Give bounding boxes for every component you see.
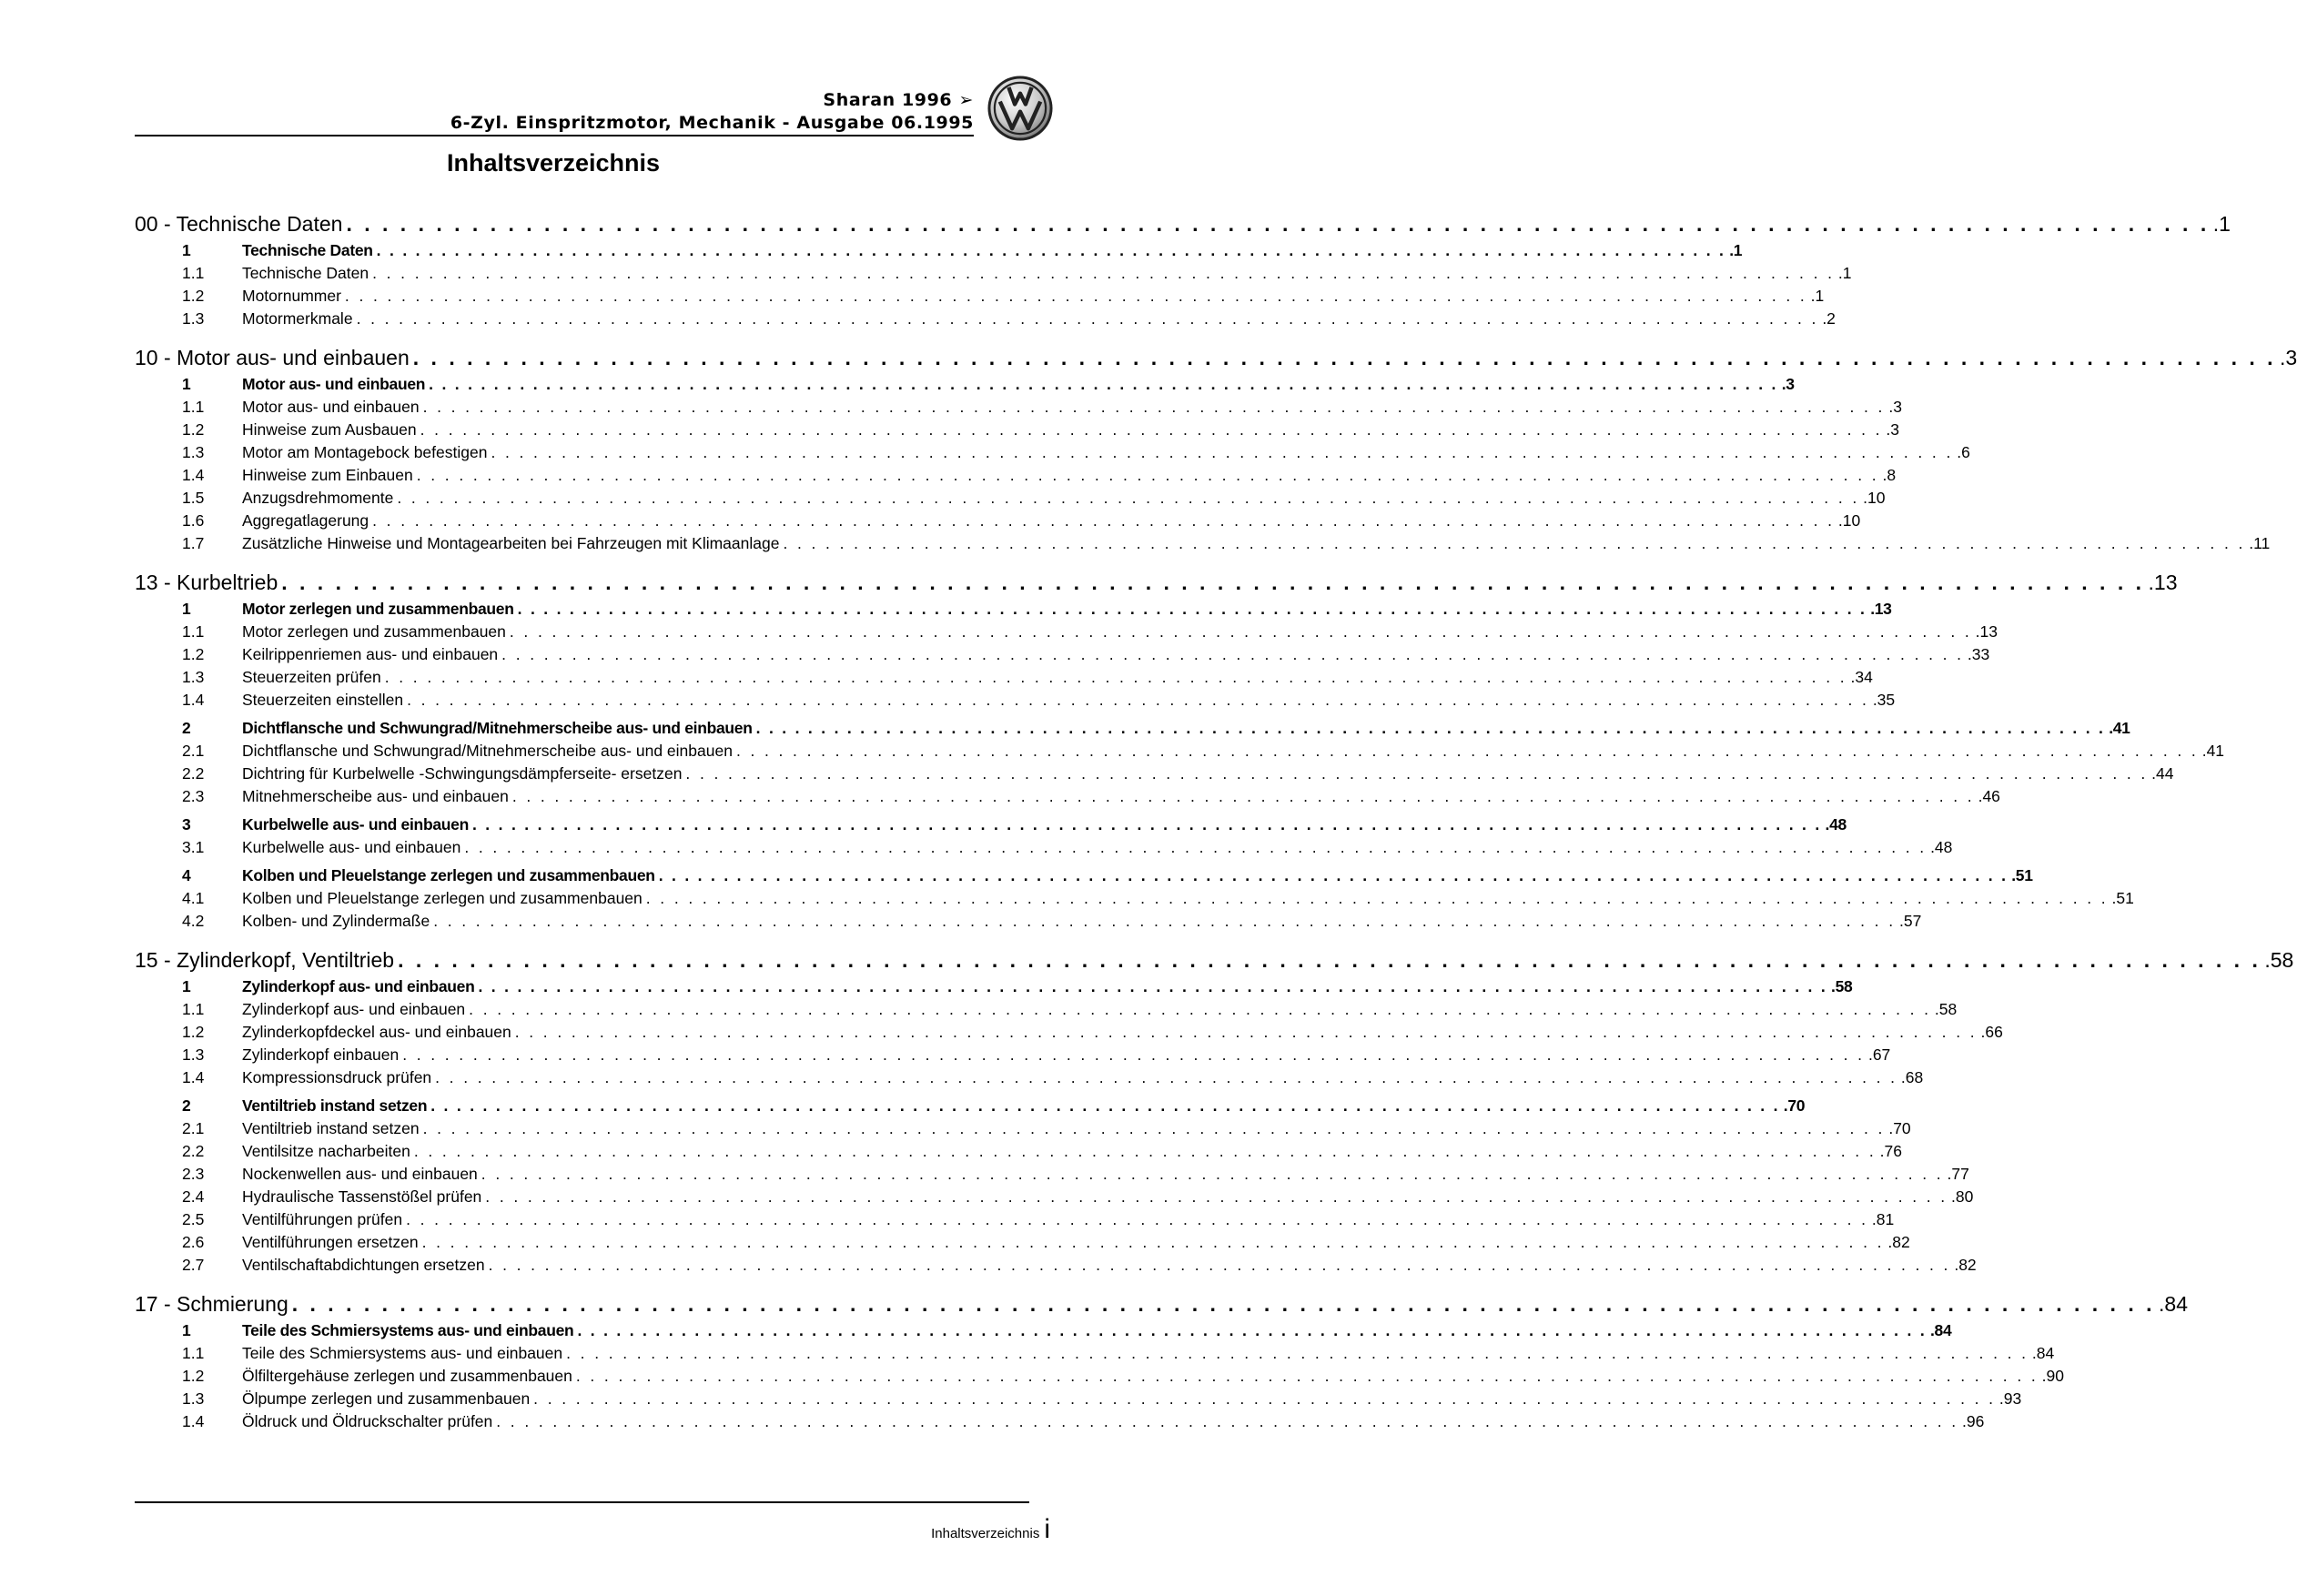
toc-subsection[interactable] xyxy=(135,1254,1977,1277)
toc-entry-page: .8 xyxy=(1882,466,1897,484)
toc-entry-number: 4.1 xyxy=(182,889,205,907)
toc-dot-leader: . . . . . . . . . . . . . . . . . . . . . . . . . . . . . . . . . . . . . . . . . . . . . . . . . . . . . . . . . . . . . . . . . . . . . . . . . . . . . . . . . . . . . . . . . . . . . . . . . . . . . . . . xyxy=(435,1068,1897,1086)
toc-entry-page: .84 xyxy=(2031,1344,2055,1362)
toc-entry-title: Kurbelwelle aus- und einbauen xyxy=(242,838,461,856)
toc-dot-leader: . . . . . . . . . . . . . . . . . . . . . . . . . . . . . . . . . . . . . . . . . . . . . . . . . . . . . . . . . . . . . . . . . . . . . . . . . . . . . . . . . . . . . . . . . . . . . . . . . . . . . . . . xyxy=(533,1389,1996,1408)
toc-entry-number: 3.1 xyxy=(182,838,205,856)
toc-entry-title: Zusätzliche Hinweise und Montagearbeiten bei Fahrzeugen mit Klimaanlage xyxy=(242,534,780,552)
toc-subsection[interactable] xyxy=(135,1066,1924,1089)
toc-dot-leader: . . . . . . . . . . . . . . . . . . . . . . . . . . . . . . . . . . . . . . . . . . . . . . . . . . . . . . . . . . . . . . . . . . . . . . . . . . . . . . . . . . . . . . . . . . . . . . . . . . . . . . . . xyxy=(485,1187,1948,1206)
toc-subsection[interactable] xyxy=(135,621,1998,643)
toc-dot-leader: . . . . . . . . . . . . . . . . . . . . . . . . . . . . . . . . . . . . . . . . . . . . . . . . . . . . . . . . . . . . . . . . . . . . . . . . . . . . . . . . . . . . . . . . . . . . . . . . . . . . . . . . xyxy=(281,571,2145,594)
toc-entry-number: 1.2 xyxy=(182,420,205,439)
toc-entry-title: Mitnehmerscheibe aus- und einbauen xyxy=(242,787,509,805)
toc-entry-page: .68 xyxy=(1900,1068,1924,1086)
toc-entry-number: 2 xyxy=(182,719,191,737)
toc-dot-leader: . . . . . . . . . . . . . . . . . . . . . . . . . . . . . . . . . . . . . . . . . . . . . . . . . . . . . . . . . . . . . . . . . . . . . . . . . . . . . . . . . . . . . . . . . . . . . . . . . . . . . . . . xyxy=(422,398,1886,416)
toc-entry-number: 1.3 xyxy=(182,443,205,461)
toc-entry-page: .1 xyxy=(1810,287,1825,305)
toc-entry-number: 1 xyxy=(182,1321,191,1339)
toc-entry-number: 1.5 xyxy=(182,489,205,507)
toc-dot-leader: . . . . . . . . . . . . . . . . . . . . . . . . . . . . . . . . . . . . . . . . . . . . . . . . . . . . . . . . . . . . . . . . . . . . . . . . . . . . . . . . . . . . . . . . . . . . . . . . . . . . . . . . xyxy=(397,489,1860,507)
toc-entry-number: 2.7 xyxy=(182,1256,205,1274)
toc-entry-title: Anzugsdrehmomente xyxy=(242,489,394,507)
toc-dot-leader: . . . . . . . . . . . . . . . . . . . . . . . . . . . . . . . . . . . . . . . . . . . . . . . . . . . . . . . . . . . . . . . . . . . . . . . . . . . . . . . . . . . . . . . . . . . . . . . . . . . . . . . . xyxy=(464,838,1928,856)
toc-entry-number: 2.1 xyxy=(182,1119,205,1137)
toc-entry-page: .51 xyxy=(2011,866,2033,884)
toc-section[interactable] xyxy=(135,1319,1952,1342)
toc-entry-page: .77 xyxy=(1947,1165,1969,1183)
toc-dot-leader: . . . . . . . . . . . . . . . . . . . . . . . . . . . . . . . . . . . . . . . . . . . . . . . . . . . . . . . . . . . . . . . . . . . . . . . . . . . . . . . . . . . . . . . . . . . . . . . . . . . . . . . . xyxy=(402,1045,1865,1064)
toc-entry-title: Hydraulische Tassenstößel prüfen xyxy=(242,1187,482,1206)
toc-subsection[interactable] xyxy=(135,1163,1969,1186)
toc-entry-page: .10 xyxy=(1863,489,1886,507)
toc-entry-title: Ventilführungen prüfen xyxy=(242,1210,403,1228)
toc-entry-number: 2.6 xyxy=(182,1233,205,1251)
toc-entry-number: 1.4 xyxy=(182,466,205,484)
toc-subsection[interactable] xyxy=(135,836,1953,859)
toc-section[interactable] xyxy=(135,598,1892,621)
toc-entry-title: Steuerzeiten prüfen xyxy=(242,668,381,686)
toc-section[interactable] xyxy=(135,717,2130,740)
toc-entry-title: Ventilführungen ersetzen xyxy=(242,1233,419,1251)
toc-subsection[interactable] xyxy=(135,1410,1985,1433)
header-model: Sharan 1996 ➢ xyxy=(823,90,974,110)
toc-subsection[interactable] xyxy=(135,1021,2003,1044)
toc-subsection[interactable] xyxy=(135,887,2134,910)
toc-dot-leader: . . . . . . . . . . . . . . . . . . . . . . . . . . . . . . . . . . . . . . . . . . . . . . . . . . . . . . . . . . . . . . . . . . . . . . . . . . . . . . . . . . . . . . . . . . . . . . . . . . . . . . . . xyxy=(416,466,1879,484)
toc-dot-leader: . . . . . . . . . . . . . . . . . . . . . . . . . . . . . . . . . . . . . . . . . . . . . . . . . . . . . . . . . . . . . . . . . . . . . . . . . . . . . . . . . . . . . . . . . . . . . . . . . . . . . . . . xyxy=(422,1119,1886,1137)
toc-subsection[interactable] xyxy=(135,689,1896,712)
toc-entry-page: .46 xyxy=(1978,787,2000,805)
toc-entry-title: Zylinderkopf einbauen xyxy=(242,1045,400,1064)
toc-entry-page: .1 xyxy=(2212,212,2231,236)
toc-entry-number: 1.2 xyxy=(182,1023,205,1041)
toc-entry-number: 1 xyxy=(182,375,191,393)
toc-entry-number: 4 xyxy=(182,866,191,884)
toc-dot-leader: . . . . . . . . . . . . . . . . . . . . . . . . . . . . . . . . . . . . . . . . . . . . . . . . . . . . . . . . . . . . . . . . . . . . . . . . . . . . . . . . . . . . . . . . . . . . . . . . . . . . . . . . xyxy=(685,764,2149,783)
toc-entry-page: .3 xyxy=(1886,420,1899,439)
toc-entry-page: .48 xyxy=(1825,815,1847,833)
toc-entry-page: .70 xyxy=(1888,1119,1911,1137)
toc-entry-page: .44 xyxy=(2151,764,2174,783)
toc-entry-number: 2 xyxy=(182,1096,191,1115)
toc-entry-page: .67 xyxy=(1867,1045,1891,1064)
toc-subsection[interactable] xyxy=(135,1342,2055,1365)
toc-dot-leader: . . . . . . . . . . . . . . . . . . . . . . . . . . . . . . . . . . . . . . . . . . . . . . . . . . . . . . . . . . . . . . . . . . . . . . . . . . . . . . . . . . . . . . . . . . . . . . . . . . . . . . . . xyxy=(344,287,1807,305)
toc-entry-page: .6 xyxy=(1957,443,1970,461)
toc-entry-title: Zylinderkopf aus- und einbauen xyxy=(242,1000,466,1018)
toc-entry-number: 1.3 xyxy=(182,309,205,328)
toc-chapter[interactable] xyxy=(135,345,2297,370)
toc-dot-leader: . . . . . . . . . . . . . . . . . . . . . . . . . . . . . . . . . . . . . . . . . . . . . . . . . . . . . . . . . . . . . . . . . . . . . . . . . . . . . . . . . . . . . . . . . . . . . . . . . . . . . . . . xyxy=(420,420,1883,439)
toc-dot-leader: . . . . . . . . . . . . . . . . . . . . . . . . . . . . . . . . . . . . . . . . . . . . . . . . . . . . . . . . . . . . . . . . . . . . . . . . . . . . . . . . . . . . . . . . . . . . . . . . . . . . . . . . xyxy=(491,443,1954,461)
toc-entry-title: Teile des Schmiersystems aus- und einbauen xyxy=(242,1344,563,1362)
toc-entry-number: 1.2 xyxy=(182,1367,205,1385)
toc-entry-title: Kolben- und Zylindermaße xyxy=(242,912,430,930)
toc-subsection[interactable] xyxy=(135,998,1958,1021)
toc-entry-title: Ventiltrieb instand setzen xyxy=(242,1096,428,1115)
table-of-contents xyxy=(135,211,2297,1433)
toc-section[interactable] xyxy=(135,975,1853,998)
toc-entry-page: .51 xyxy=(2111,889,2134,907)
toc-subsection[interactable] xyxy=(135,910,1922,933)
toc-entry-title: Kolben und Pleuelstange zerlegen und zusammenbauen xyxy=(242,866,655,884)
toc-subsection[interactable] xyxy=(135,308,1836,330)
toc-section[interactable] xyxy=(135,864,2033,887)
toc-entry-number: 1.1 xyxy=(182,1000,205,1018)
toc-dot-leader: . . . . . . . . . . . . . . . . . . . . . . . . . . . . . . . . . . . . . . . . . . . . . . . . . . . . . . . . . . . . . . . . . . . . . . . . . . . . . . . . . . . . . . . . . . . . . . . . . . . . . . . . xyxy=(433,912,1896,930)
toc-entry-page: .13 xyxy=(2148,571,2178,594)
toc-entry-page: .11 xyxy=(2249,534,2271,552)
toc-entry-number: 1.1 xyxy=(182,398,205,416)
page-footer xyxy=(931,1514,1050,1544)
toc-dot-leader: . . . . . . . . . . . . . . . . . . . . . . . . . . . . . . . . . . . . . . . . . . . . . . . . . . . . . . . . . . . . . . . . . . . . . . . . . . . . . . . . . . . . . . . . . . . . . . . . . . . . . . . . xyxy=(575,1367,2039,1385)
toc-entry-title: Ventilsitze nacharbeiten xyxy=(242,1142,410,1160)
page-header xyxy=(135,87,974,135)
toc-entry-title: Ventiltrieb instand setzen xyxy=(242,1119,420,1137)
toc-dot-leader: . . . . . . . . . . . . . . . . . . . . . . . . . . . . . . . . . . . . . . . . . . . . . . . . . . . . . . . . . . . . . . . . . . . . . . . . . . . . . . . . . . . . . . . . . . . . . . . . . . . . . . . . xyxy=(471,815,1822,833)
toc-dot-leader: . . . . . . . . . . . . . . . . . . . . . . . . . . . . . . . . . . . . . . . . . . . . . . . . . . . . . . . . . . . . . . . . . . . . . . . . . . . . . . . . . . . . . . . . . . . . . . . . . . . . . . . . xyxy=(407,691,1869,709)
toc-dot-leader: . . . . . . . . . . . . . . . . . . . . . . . . . . . . . . . . . . . . . . . . . . . . . . . . . . . . . . . . . . . . . . . . . . . . . . . . . . . . . . . . . . . . . . . . . . . . . . . . . . . . . . . . xyxy=(755,719,2106,737)
toc-entry-title: Technische Daten xyxy=(242,241,373,259)
toc-entry-page: .41 xyxy=(2109,719,2130,737)
toc-entry-title: Motor am Montagebock befestigen xyxy=(242,443,488,461)
toc-entry-title: Technische Daten xyxy=(242,264,369,282)
toc-dot-leader: . . . . . . . . . . . . . . . . . . . . . . . . . . . . . . . . . . . . . . . . . . . . . . . . . . . . . . . . . . . . . . . . . . . . . . . . . . . . . . . . . . . . . . . . . . . . . . . . . . . . . . . . xyxy=(356,309,1819,328)
toc-entry-page: .70 xyxy=(1783,1096,1806,1115)
toc-entry-number: 1.4 xyxy=(182,1412,205,1430)
toc-dot-leader: . . . . . . . . . . . . . . . . . . . . . . . . . . . . . . . . . . . . . . . . . . . . . . . . . . . . . . . . . . . . . . . . . . . . . . . . . . . . . . . . . . . . . . . . . . . . . . . . . . . . . . . . xyxy=(566,1344,2029,1362)
toc-entry-page: .13 xyxy=(1975,622,1998,641)
toc-section[interactable] xyxy=(135,813,1847,836)
toc-dot-leader: . . . . . . . . . . . . . . . . . . . . . . . . . . . . . . . . . . . . . . . . . . . . . . . . . . . . . . . . . . . . . . . . . . . . . . . . . . . . . . . . . . . . . . . . . . . . . . . . . . . . . . . . xyxy=(291,1292,2156,1316)
toc-entry-number: 2.1 xyxy=(182,742,205,760)
toc-dot-leader: . . . . . . . . . . . . . . . . . . . . . . . . . . . . . . . . . . . . . . . . . . . . . . . . . . . . . . . . . . . . . . . . . . . . . . . . . . . . . . . . . . . . . . . . . . . . . . . . . . . . . . . . xyxy=(511,787,1975,805)
toc-entry-page: .10 xyxy=(1837,511,1861,530)
toc-entry-page: .35 xyxy=(1872,691,1896,709)
footer-divider xyxy=(135,1501,1029,1503)
toc-entry-page: .3 xyxy=(1888,398,1902,416)
toc-dot-leader: . . . . . . . . . . . . . . . . . . . . . . . . . . . . . . . . . . . . . . . . . . . . . . . . . . . . . . . . . . . . . . . . . . . . . . . . . . . . . . . . . . . . . . . . . . . . . . . . . . . . . . . . xyxy=(469,1000,1931,1018)
footer-label: Inhaltsverzeichnis xyxy=(931,1526,1040,1541)
toc-subsection[interactable] xyxy=(135,487,1886,510)
toc-entry-page: .1 xyxy=(1837,264,1852,282)
toc-entry-title: Teile des Schmiersystems aus- und einbauen xyxy=(242,1321,574,1339)
toc-entry-title: Motor zerlegen und zusammenbauen xyxy=(242,622,506,641)
toc-dot-leader: . . . . . . . . . . . . . . . . . . . . . . . . . . . . . . . . . . . . . . . . . . . . . . . . . . . . . . . . . . . . . . . . . . . . . . . . . . . . . . . . . . . . . . . . . . . . . . . . . . . . . . . . xyxy=(384,668,1847,686)
toc-entry-page: .58 xyxy=(2264,948,2294,972)
toc-entry-number: 1.3 xyxy=(182,1045,205,1064)
toc-entry-page: .81 xyxy=(1871,1210,1895,1228)
toc-entry-number: 1 xyxy=(182,241,191,259)
toc-entry-number: 3 xyxy=(182,815,191,833)
toc-dot-leader: . . . . . . . . . . . . . . . . . . . . . . . . . . . . . . . . . . . . . . . . . . . . . . . . . . . . . . . . . . . . . . . . . . . . . . . . . . . . . . . . . . . . . . . . . . . . . . . . . . . . . . . . xyxy=(509,622,1972,641)
toc-entry-number: 2.2 xyxy=(182,764,205,783)
toc-subsection[interactable] xyxy=(135,532,2271,555)
toc-entry-title: Keilrippenriemen aus- und einbauen xyxy=(242,645,499,663)
toc-entry-page: .58 xyxy=(1934,1000,1958,1018)
toc-subsection[interactable] xyxy=(135,785,2000,808)
toc-entry-title: Motornummer xyxy=(242,287,341,305)
toc-subsection[interactable] xyxy=(135,441,1970,464)
toc-entry-number: 1.1 xyxy=(182,622,205,641)
toc-dot-leader: . . . . . . . . . . . . . . . . . . . . . . . . . . . . . . . . . . . . . . . . . . . . . . . . . . . . . . . . . . . . . . . . . . . . . . . . . . . . . . . . . . . . . . . . . . . . . . . . . . . . . . . . xyxy=(481,1165,1944,1183)
toc-entry-title: Ölfiltergehäuse zerlegen und zusammenbauen xyxy=(242,1367,572,1385)
toc-entry-page: .82 xyxy=(1954,1256,1977,1274)
header-divider xyxy=(135,135,974,136)
toc-subsection[interactable] xyxy=(135,1140,1902,1163)
toc-dot-leader: . . . . . . . . . . . . . . . . . . . . . . . . . . . . . . . . . . . . . . . . . . . . . . . . . . . . . . . . . . . . . . . . . . . . . . . . . . . . . . . . . . . . . . . . . . . . . . . . . . . . . . . . xyxy=(517,600,1867,618)
toc-entry-page: .90 xyxy=(2041,1367,2064,1385)
toc-subsection[interactable] xyxy=(135,1117,1911,1140)
toc-subsection[interactable] xyxy=(135,285,1825,308)
toc-entry-page: .41 xyxy=(2201,742,2225,760)
toc-entry-title: Motor aus- und einbauen xyxy=(242,375,426,393)
toc-section[interactable] xyxy=(135,1095,1806,1117)
toc-subsection[interactable] xyxy=(135,419,1899,441)
toc-entry-page: .76 xyxy=(1879,1142,1902,1160)
toc-section[interactable] xyxy=(135,373,1795,396)
toc-entry-page: .58 xyxy=(1831,977,1853,995)
toc-entry-number: 1.6 xyxy=(182,511,205,530)
toc-dot-leader: . . . . . . . . . . . . . . . . . . . . . . . . . . . . . . . . . . . . . . . . . . . . . . . . . . . . . . . . . . . . . . . . . . . . . . . . . . . . . . . . . . . . . . . . . . . . . . . . . . . . . . . . xyxy=(421,1233,1885,1251)
toc-section[interactable] xyxy=(135,239,1743,262)
toc-dot-leader: . . . . . . . . . . . . . . . . . . . . . . . . . . . . . . . . . . . . . . . . . . . . . . . . . . . . . . . . . . . . . . . . . . . . . . . . . . . . . . . . . . . . . . . . . . . . . . . . . . . . . . . . xyxy=(372,511,1835,530)
toc-dot-leader: . . . . . . . . . . . . . . . . . . . . . . . . . . . . . . . . . . . . . . . . . . . . . . . . . . . . . . . . . . . . . . . . . . . . . . . . . . . . . . . . . . . . . . . . . . . . . . . . . . . . . . . . xyxy=(577,1321,1927,1339)
toc-subsection[interactable] xyxy=(135,1186,1974,1208)
toc-entry-title: Kompressionsdruck prüfen xyxy=(242,1068,432,1086)
toc-subsection[interactable] xyxy=(135,1388,2022,1410)
toc-entry-number: 1.2 xyxy=(182,287,205,305)
toc-dot-leader: . . . . . . . . . . . . . . . . . . . . . . . . . . . . . . . . . . . . . . . . . . . . . . . . . . . . . . . . . . . . . . . . . . . . . . . . . . . . . . . . . . . . . . . . . . . . . . . . . . . . . . . . xyxy=(783,534,2246,552)
toc-dot-leader: . . . . . . . . . . . . . . . . . . . . . . . . . . . . . . . . . . . . . . . . . . . . . . . . . . . . . . . . . . . . . . . . . . . . . . . . . . . . . . . . . . . . . . . . . . . . . . . . . . . . . . . . xyxy=(372,264,1835,282)
toc-entry-number: 1.3 xyxy=(182,1389,205,1408)
toc-entry-title: Ventilschaftabdichtungen ersetzen xyxy=(242,1256,485,1274)
toc-entry-page: .93 xyxy=(1998,1389,2022,1408)
toc-entry-title: Öldruck und Öldruckschalter prüfen xyxy=(242,1412,493,1430)
toc-entry-title: Aggregatlagerung xyxy=(242,511,369,530)
vw-logo xyxy=(987,75,1054,142)
toc-dot-leader: . . . . . . . . . . . . . . . . . . . . . . . . . . . . . . . . . . . . . . . . . . . . . . . . . . . . . . . . . . . . . . . . . . . . . . . . . . . . . . . . . . . . . . . . . . . . . . . . . . . . . . . . xyxy=(429,375,1778,393)
toc-subsection[interactable] xyxy=(135,1231,1910,1254)
toc-chapter[interactable] xyxy=(135,1291,2188,1317)
toc-entry-number: 1 xyxy=(182,977,191,995)
toc-entry-number: 1.7 xyxy=(182,534,205,552)
toc-dot-leader: . . . . . . . . . . . . . . . . . . . . . . . . . . . . . . . . . . . . . . . . . . . . . . . . . . . . . . . . . . . . . . . . . . . . . . . . . . . . . . . . . . . . . . . . . . . . . . . . . . . . . . . . xyxy=(346,212,2210,236)
page-title: Inhaltsverzeichnis xyxy=(446,149,661,177)
toc-dot-leader: . . . . . . . . . . . . . . . . . . . . . . . . . . . . . . . . . . . . . . . . . . . . . . . . . . . . . . . . . . . . . . . . . . . . . . . . . . . . . . . . . . . . . . . . . . . . . . . . . . . . . . . . xyxy=(658,866,2009,884)
toc-chapter[interactable] xyxy=(135,947,2294,973)
toc-entry-title: Dichtflansche und Schwungrad/Mitnehmerscheibe aus- und einbauen xyxy=(242,719,753,737)
toc-subsection[interactable] xyxy=(135,1044,1891,1066)
toc-dot-leader: . . . . . . . . . . . . . . . . . . . . . . . . . . . . . . . . . . . . . . . . . . . . . . . . . . . . . . . . . . . . . . . . . . . . . . . . . . . . . . . . . . . . . . . . . . . . . . . . . . . . . . . . xyxy=(735,742,2199,760)
toc-entry-number: 2.2 xyxy=(182,1142,205,1160)
toc-subsection[interactable] xyxy=(135,763,2174,785)
toc-entry-title: 15 - Zylinderkopf, Ventiltrieb xyxy=(135,948,395,972)
toc-entry-title: 10 - Motor aus- und einbauen xyxy=(135,346,410,369)
toc-entry-title: Motormerkmale xyxy=(242,309,353,328)
toc-entry-number: 2.3 xyxy=(182,1165,205,1183)
toc-dot-leader: . . . . . . . . . . . . . . . . . . . . . . . . . . . . . . . . . . . . . . . . . . . . . . . . . . . . . . . . . . . . . . . . . . . . . . . . . . . . . . . . . . . . . . . . . . . . . . . . . . . . . . . . xyxy=(514,1023,1978,1041)
toc-entry-page: .57 xyxy=(1898,912,1922,930)
toc-entry-page: .66 xyxy=(1980,1023,2003,1041)
toc-entry-title: Motor aus- und einbauen xyxy=(242,398,420,416)
toc-dot-leader: . . . . . . . . . . . . . . . . . . . . . . . . . . . . . . . . . . . . . . . . . . . . . . . . . . . . . . . . . . . . . . . . . . . . . . . . . . . . . . . . . . . . . . . . . . . . . . . . . . . . . . . . xyxy=(406,1210,1868,1228)
toc-entry-number: 1.1 xyxy=(182,264,205,282)
toc-entry-title: Zylinderkopf aus- und einbauen xyxy=(242,977,475,995)
toc-dot-leader: . . . . . . . . . . . . . . . . . . . . . . . . . . . . . . . . . . . . . . . . . . . . . . . . . . . . . . . . . . . . . . . . . . . . . . . . . . . . . . . . . . . . . . . . . . . . . . . . . . . . . . . . xyxy=(478,977,1828,995)
toc-subsection[interactable] xyxy=(135,510,1861,532)
toc-subsection[interactable] xyxy=(135,1208,1895,1231)
toc-entry-title: Zylinderkopfdeckel aus- und einbauen xyxy=(242,1023,511,1041)
toc-entry-title: Hinweise zum Ausbauen xyxy=(242,420,417,439)
toc-dot-leader: . . . . . . . . . . . . . . . . . . . . . . . . . . . . . . . . . . . . . . . . . . . . . . . . . . . . . . . . . . . . . . . . . . . . . . . . . . . . . . . . . . . . . . . . . . . . . . . . . . . . . . . . xyxy=(412,346,2277,369)
toc-entry-page: .13 xyxy=(1870,600,1892,618)
toc-entry-number: 1.3 xyxy=(182,668,205,686)
toc-entry-page: .2 xyxy=(1822,309,1836,328)
toc-entry-title: Dichtflansche und Schwungrad/Mitnehmerscheibe aus- und einbauen xyxy=(242,742,733,760)
toc-entry-title: Kolben und Pleuelstange zerlegen und zusammenbauen xyxy=(242,889,643,907)
toc-entry-title: 17 - Schmierung xyxy=(135,1292,288,1316)
toc-entry-title: Kurbelwelle aus- und einbauen xyxy=(242,815,469,833)
toc-dot-leader: . . . . . . . . . . . . . . . . . . . . . . . . . . . . . . . . . . . . . . . . . . . . . . . . . . . . . . . . . . . . . . . . . . . . . . . . . . . . . . . . . . . . . . . . . . . . . . . . . . . . . . . . xyxy=(376,241,1726,259)
toc-entry-page: .33 xyxy=(1967,645,1990,663)
toc-entry-number: 4.2 xyxy=(182,912,205,930)
toc-entry-number: 2.5 xyxy=(182,1210,205,1228)
toc-entry-page: .84 xyxy=(1929,1321,1952,1339)
toc-entry-title: Dichtring für Kurbelwelle -Schwingungsdämpferseite- ersetzen xyxy=(242,764,683,783)
toc-entry-number: 2.4 xyxy=(182,1187,205,1206)
toc-entry-title: 13 - Kurbeltrieb xyxy=(135,571,278,594)
toc-entry-number: 1.1 xyxy=(182,1344,205,1362)
toc-entry-page: .82 xyxy=(1887,1233,1910,1251)
toc-entry-title: Ölpumpe zerlegen und zusammenbauen xyxy=(242,1389,531,1408)
toc-dot-leader: . . . . . . . . . . . . . . . . . . . . . . . . . . . . . . . . . . . . . . . . . . . . . . . . . . . . . . . . . . . . . . . . . . . . . . . . . . . . . . . . . . . . . . . . . . . . . . . . . . . . . . . . xyxy=(645,889,2109,907)
toc-entry-number: 1.4 xyxy=(182,691,205,709)
toc-entry-title: 00 - Technische Daten xyxy=(135,212,343,236)
toc-subsection[interactable] xyxy=(135,464,1897,487)
toc-entry-number: 1.4 xyxy=(182,1068,205,1086)
toc-dot-leader: . . . . . . . . . . . . . . . . . . . . . . . . . . . . . . . . . . . . . . . . . . . . . . . . . . . . . . . . . . . . . . . . . . . . . . . . . . . . . . . . . . . . . . . . . . . . . . . . . . . . . . . . xyxy=(430,1096,1780,1115)
toc-subsection[interactable] xyxy=(135,643,1990,666)
toc-chapter[interactable] xyxy=(135,570,2178,595)
toc-entry-title: Steuerzeiten einstellen xyxy=(242,691,404,709)
toc-dot-leader: . . . . . . . . . . . . . . . . . . . . . . . . . . . . . . . . . . . . . . . . . . . . . . . . . . . . . . . . . . . . . . . . . . . . . . . . . . . . . . . . . . . . . . . . . . . . . . . . . . . . . . . . xyxy=(398,948,2262,972)
toc-entry-page: .80 xyxy=(1951,1187,1974,1206)
toc-entry-title: Nockenwellen aus- und einbauen xyxy=(242,1165,478,1183)
toc-dot-leader: . . . . . . . . . . . . . . . . . . . . . . . . . . . . . . . . . . . . . . . . . . . . . . . . . . . . . . . . . . . . . . . . . . . . . . . . . . . . . . . . . . . . . . . . . . . . . . . . . . . . . . . . xyxy=(488,1256,1951,1274)
toc-entry-number: 2.3 xyxy=(182,787,205,805)
toc-chapter[interactable] xyxy=(135,211,2231,237)
toc-entry-page: .3 xyxy=(2280,346,2297,369)
toc-entry-page: .3 xyxy=(1781,375,1795,393)
toc-dot-leader: . . . . . . . . . . . . . . . . . . . . . . . . . . . . . . . . . . . . . . . . . . . . . . . . . . . . . . . . . . . . . . . . . . . . . . . . . . . . . . . . . . . . . . . . . . . . . . . . . . . . . . . . xyxy=(501,645,1964,663)
toc-entry-page: .34 xyxy=(1850,668,1873,686)
toc-subsection[interactable] xyxy=(135,262,1852,285)
toc-entry-page: .48 xyxy=(1930,838,1953,856)
toc-subsection[interactable] xyxy=(135,740,2225,763)
footer-page-number: i xyxy=(1044,1514,1050,1544)
toc-dot-leader: . . . . . . . . . . . . . . . . . . . . . . . . . . . . . . . . . . . . . . . . . . . . . . . . . . . . . . . . . . . . . . . . . . . . . . . . . . . . . . . . . . . . . . . . . . . . . . . . . . . . . . . . xyxy=(413,1142,1877,1160)
toc-entry-title: Motor zerlegen und zusammenbauen xyxy=(242,600,514,618)
toc-entry-page: .1 xyxy=(1729,241,1743,259)
toc-entry-number: 1 xyxy=(182,600,191,618)
header-subtitle: 6-Zyl. Einspritzmotor, Mechanik - Ausgabe 06.1995 xyxy=(450,113,974,133)
toc-subsection[interactable] xyxy=(135,666,1873,689)
toc-subsection[interactable] xyxy=(135,396,1902,419)
toc-dot-leader: . . . . . . . . . . . . . . . . . . . . . . . . . . . . . . . . . . . . . . . . . . . . . . . . . . . . . . . . . . . . . . . . . . . . . . . . . . . . . . . . . . . . . . . . . . . . . . . . . . . . . . . . xyxy=(496,1412,1959,1430)
toc-subsection[interactable] xyxy=(135,1365,2064,1388)
toc-entry-number: 1.2 xyxy=(182,645,205,663)
toc-entry-page: .96 xyxy=(1962,1412,1985,1430)
toc-entry-page: .84 xyxy=(2159,1292,2188,1316)
toc-entry-title: Hinweise zum Einbauen xyxy=(242,466,413,484)
